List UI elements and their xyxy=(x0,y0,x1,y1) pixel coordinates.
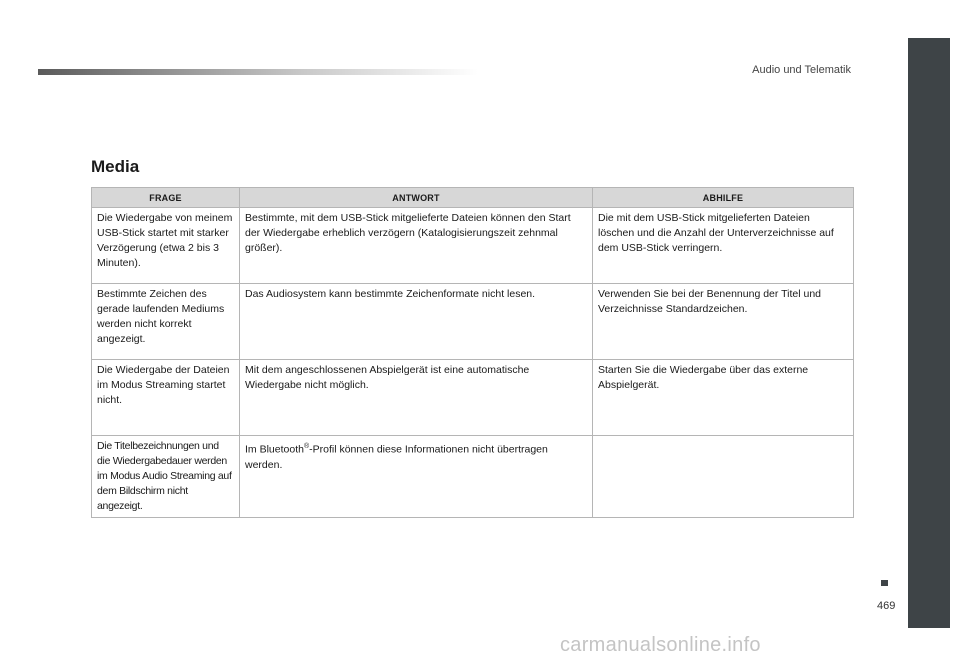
answer-cell: Das Audiosystem kann bestimmte Zeichenformate nicht lesen. xyxy=(240,284,593,360)
registered-mark: ® xyxy=(303,443,310,450)
page-title: Media xyxy=(91,157,140,176)
table-header-row xyxy=(92,188,854,208)
remedy-cell: Starten Sie die Wiedergabe über das externe Abspielgerät. xyxy=(593,360,854,436)
answer-cell: Mit dem angeschlossenen Abspielgerät ist eine automatische Wiedergabe nicht möglich. xyxy=(240,360,593,436)
question-cell: Die Wiedergabe von meinem USB-Stick startet mit starker Verzögerung (etwa 2 bis 3 Minuten). xyxy=(92,208,240,284)
table-row xyxy=(92,284,854,360)
question-cell: Bestimmte Zeichen des gerade laufenden Mediums werden nicht korrekt angezeigt. xyxy=(92,284,240,360)
table-row xyxy=(92,208,854,284)
remedy-cell: Verwenden Sie bei der Benennung der Titel und Verzeichnisse Standardzeichen. xyxy=(593,284,854,360)
page-number-mark xyxy=(881,580,888,586)
column-header-antwort: ANTWORT xyxy=(240,188,593,208)
answer-text-post: -Profil können diese Informationen nicht übertragen werden. xyxy=(245,443,548,471)
answer-cell: Bestimmte, mit dem USB-Stick mitgelieferte Dateien können den Start der Wiedergabe erheblich verzögern (Katalogisierungszeit zehnmal größer). xyxy=(240,208,593,284)
remedy-cell: Die mit dem USB-Stick mitgelieferten Dateien löschen und die Anzahl der Unterverzeichnisse auf dem USB-Stick verringern. xyxy=(593,208,854,284)
section-header: Audio und Telematik xyxy=(752,64,851,76)
column-header-frage: FRAGE xyxy=(92,188,240,208)
table-row xyxy=(92,360,854,436)
table-row xyxy=(92,436,854,518)
answer-text-pre: Im Bluetooth xyxy=(245,443,304,456)
column-header-abhilfe: ABHILFE xyxy=(593,188,854,208)
watermark: carmanualsonline.info xyxy=(560,634,761,656)
chapter-side-strip xyxy=(908,38,950,628)
page-number: 469 xyxy=(877,600,896,612)
remedy-cell xyxy=(593,436,854,518)
header-decorative-bar xyxy=(38,69,478,75)
answer-cell xyxy=(240,436,593,518)
faq-table xyxy=(91,187,854,518)
question-cell: Die Titelbezeichnungen und die Wiedergabedauer werden im Modus Audio Streaming auf dem Bildschirm nicht angezeigt. xyxy=(92,436,240,518)
question-cell: Die Wiedergabe der Dateien im Modus Streaming startet nicht. xyxy=(92,360,240,436)
